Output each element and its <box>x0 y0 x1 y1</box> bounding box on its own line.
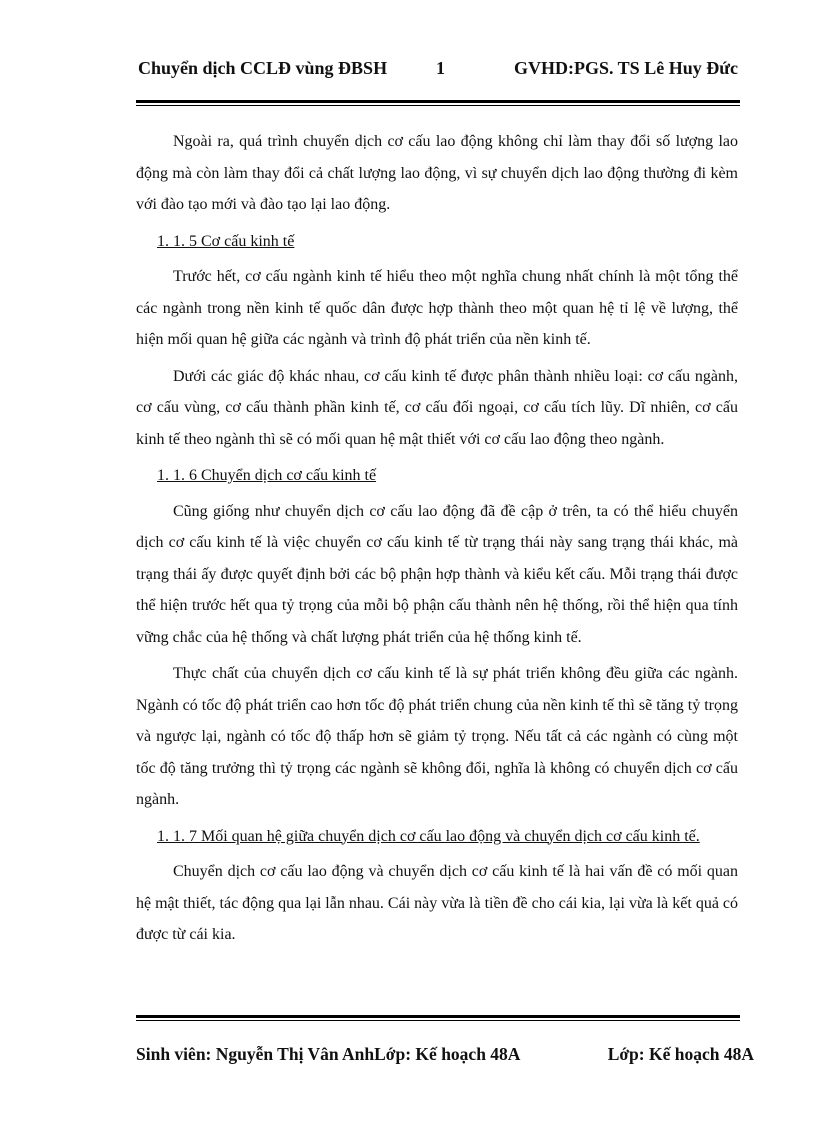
footer-divider <box>136 1015 740 1021</box>
paragraph: Ngoài ra, quá trình chuyển dịch cơ cấu lao động không chỉ làm thay đổi số lượng lao động mà còn làm thay đổi cả chất lượng lao động, vì sự chuyển dịch lao động thường đi kèm với đào tạo mới và đào tạo lại lao động. <box>136 133 738 213</box>
paragraph: Cũng giống như chuyển dịch cơ cấu lao động đã đề cập ở trên, ta có thể hiểu chuyển dịch cơ cấu kinh tế là việc chuyển cơ cấu kinh tế từ trạng thái này sang trạng thái khác, mà trạng thái ấy được quyết định bởi các bộ phận hợp thành và kiểu kết cấu. Mỗi trạng thái được thể hiện trước hết qua tỷ trọng của mỗi bộ phận cấu thành nên hệ thống, rồi thể hiện qua tính vững chắc của hệ thống và chất lượng phát triển của hệ thống kinh tế. <box>136 502 738 646</box>
paragraph: Trước hết, cơ cấu ngành kinh tế hiểu theo một nghĩa chung nhất chính là một tổng thể các ngành trong nền kinh tế quốc dân được hợp thành theo một quan hệ tỉ lệ về lượng, thể hiện mối quan hệ giữa các ngành và trình độ phát triển của nền kinh tế. <box>136 268 738 348</box>
header-divider <box>136 100 740 106</box>
document-body <box>136 126 738 956</box>
section-heading: 1. 1. 6 Chuyển dịch cơ cấu kinh tế <box>157 467 377 484</box>
footer-class: Lớp: Kế hoạch 48A <box>607 1044 754 1064</box>
paragraph: Dưới các giác độ khác nhau, cơ cấu kinh tế được phân thành nhiều loại: cơ cấu ngành, cơ cấu vùng, cơ cấu thành phần kinh tế, cơ cấu đối ngoại, cơ cấu tích lũy. Dĩ nhiên, cơ cấu kinh tế theo ngành thì sẽ có mối quan hệ mật thiết với cơ cấu lao động theo ngành. <box>136 367 738 448</box>
paragraph: Chuyển dịch cơ cấu lao động và chuyển dịch cơ cấu kinh tế là hai vấn đề có mối quan hệ mật thiết, tác động qua lại lẫn nhau. Cái này vừa là tiền đề cho cái kia, lại vừa là kết quả có được từ cái kia. <box>136 863 739 943</box>
header-supervisor: GVHD:PGS. TS Lê Huy Đức <box>514 58 738 78</box>
page-footer <box>136 1044 756 1068</box>
paragraph: Thực chất của chuyển dịch cơ cấu kinh tế là sự phát triển không đều giữa các ngành. Ngành có tốc độ phát triển cao hơn tốc độ phát triển chung của nền kinh tế thì sẽ tăng tỷ trọng và ngược lại, ngành có tốc độ thấp hơn sẽ giảm tỷ trọng. Nếu tất cả các ngành có cùng một tốc độ tăng trưởng thì tỷ trọng các ngành sẽ không đổi, nghĩa là không có chuyển dịch cơ cấu ngành. <box>136 665 738 808</box>
page-header <box>138 58 738 82</box>
footer-student: Sinh viên: Nguyễn Thị Vân AnhLớp: Kế hoạch 48A <box>136 1044 521 1064</box>
header-title: Chuyển dịch CCLĐ vùng ĐBSH <box>138 58 388 78</box>
section-heading: 1. 1. 5 Cơ cấu kinh tế <box>157 232 295 250</box>
page-number: 1 <box>436 58 445 78</box>
section-heading: 1. 1. 7 Mối quan hệ giữa chuyển dịch cơ cấu lao động và chuyển dịch cơ cấu kinh tế. <box>157 827 700 845</box>
